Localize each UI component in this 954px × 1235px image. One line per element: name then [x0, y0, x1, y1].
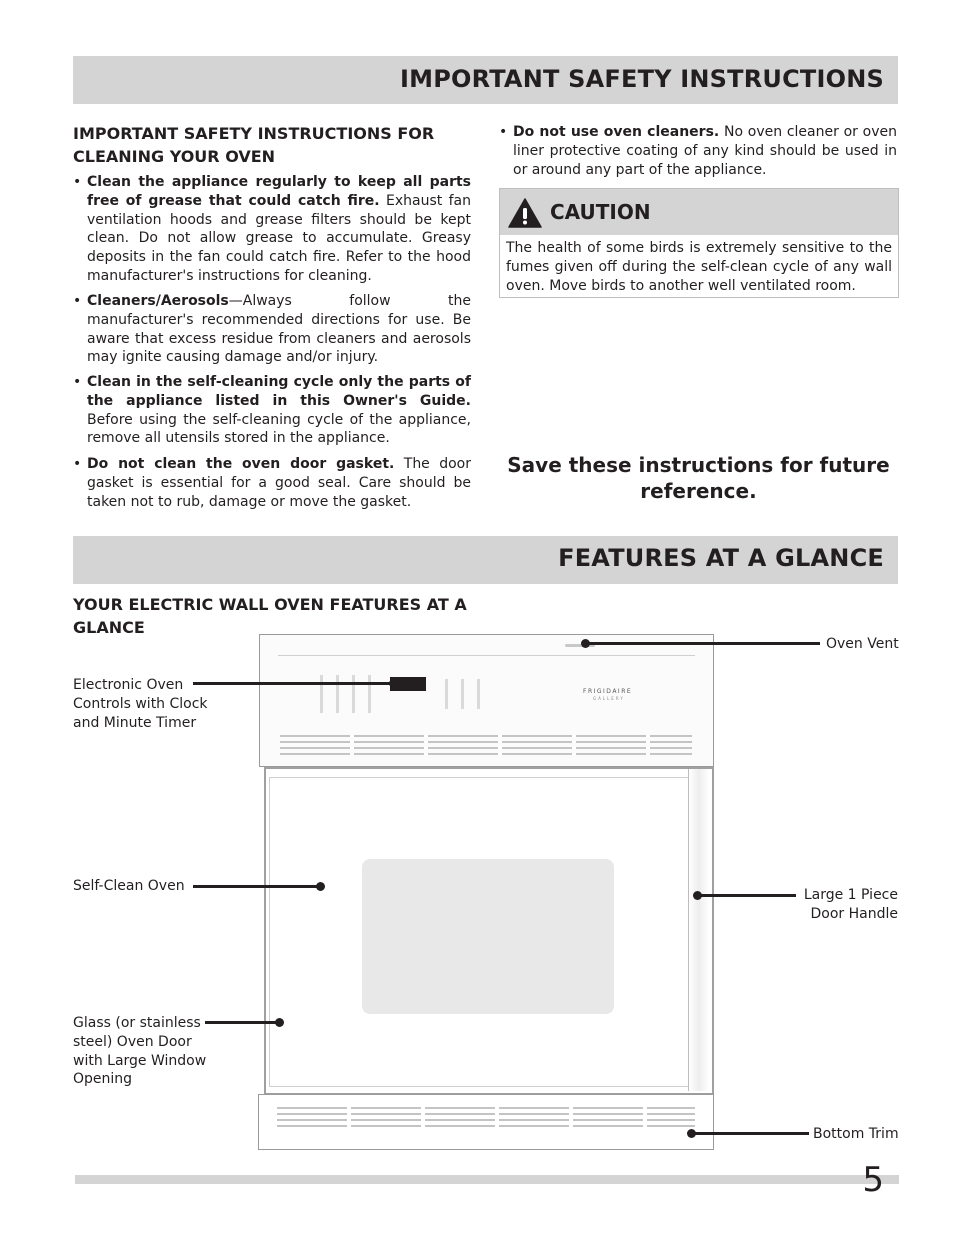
caution-header	[500, 189, 898, 235]
subheading-text: YOUR ELECTRIC WALL OVEN FEATURES AT A GLANCE	[73, 595, 467, 637]
label-self-clean: Self-Clean Oven	[73, 878, 185, 894]
bullet-bold: Clean the appliance regularly to keep all parts free of grease that could catch fire.	[87, 174, 471, 209]
vent-grille-row	[280, 747, 692, 749]
brand-sub: GALLERY	[593, 696, 625, 701]
brand-logo: FRIGIDAIRE	[583, 688, 633, 695]
caution-title: CAUTION	[550, 200, 651, 224]
label-oven-vent: Oven Vent	[826, 636, 899, 652]
bullet-bold: Cleaners/Aerosols	[87, 293, 229, 309]
bullet-bold: Clean in the self-cleaning cycle only the parts of the appliance listed in this Owner's Guide.	[87, 374, 471, 409]
subheading-text: IMPORTANT SAFETY INSTRUCTIONS FOR CLEANING YOUR OVEN	[73, 124, 435, 166]
trim-grille-row	[277, 1107, 695, 1109]
bullet-oven-cleaners	[499, 123, 897, 179]
footer-bar	[75, 1175, 899, 1184]
vent-grille-row	[280, 753, 692, 755]
leader-self-clean	[193, 885, 321, 888]
keypad-right	[445, 679, 490, 709]
section-title: FEATURES AT A GLANCE	[558, 544, 884, 572]
bullet-text: No oven cleaner or oven liner protective coating of any kind should be used in or around any part of the appliance.	[513, 124, 897, 178]
bullet-4	[73, 455, 471, 511]
leader-controls	[193, 682, 393, 685]
trim-grille-row	[277, 1125, 695, 1127]
trim-grille-row	[277, 1113, 695, 1115]
oven-window	[362, 859, 614, 1014]
bullet-text: Exhaust fan ventilation hoods and grease filters should be kept clean. Do not allow grease to accumulate. Greasy deposits in the fan could catch fire. Refer to the hood manufacturer's instructions for cleaning.	[87, 192, 471, 284]
section-header-safety	[73, 56, 898, 104]
label-controls: Electronic Oven Controls with Clock and Minute Timer	[73, 677, 208, 731]
vent-grille-row	[280, 741, 692, 743]
left-subheading	[73, 122, 473, 168]
oven-door	[264, 767, 714, 1095]
leader-bottom-trim	[692, 1132, 809, 1135]
bullet-dot: •	[73, 293, 82, 309]
bullet-3	[73, 373, 471, 448]
door-handle	[688, 769, 709, 1091]
caution-text: The health of some birds is extremely sensitive to the fumes given off during the self-clean cycle of any wall oven. Move birds to another well ventilated room.	[506, 240, 892, 294]
section-header-features	[73, 536, 898, 584]
control-panel	[259, 634, 714, 767]
bullet-dot: •	[73, 174, 82, 190]
save-instructions: Save these instructions for future reference.	[507, 453, 890, 503]
leader-dot	[316, 882, 325, 891]
panel-top-strip	[278, 655, 695, 656]
bullet-text: —Always follow the manufacturer's recommended directions for use. Be aware that excess residue from cleaners and aerosols may ignite causing damage and/or injury.	[87, 293, 471, 366]
bullet-text: The door gasket is essential for a good seal. Care should be taken not to rub, damage or move the gasket.	[87, 456, 471, 510]
bullet-dot: •	[499, 124, 508, 140]
bullet-dot: •	[73, 374, 82, 390]
leader-dot	[581, 639, 590, 648]
warning-icon	[508, 198, 542, 228]
bullet-bold: Do not use oven cleaners.	[513, 124, 720, 140]
label-bottom-trim: Bottom Trim	[813, 1126, 899, 1142]
leader-dot	[693, 891, 702, 900]
label-glass-door: Glass (or stainless steel) Oven Door with Large Window Opening	[73, 1015, 207, 1088]
leader-dot	[275, 1018, 284, 1027]
features-subheading	[73, 593, 473, 639]
label-door-handle: Large 1 Piece Door Handle	[803, 887, 898, 922]
caution-box	[499, 188, 899, 298]
keypad	[320, 675, 380, 713]
bullet-text: Before using the self-cleaning cycle of the appliance, remove all utensils stored in the appliance.	[87, 411, 471, 447]
bullet-2	[73, 292, 471, 367]
leader-door-handle	[698, 894, 796, 897]
bullet-bold: Do not clean the oven door gasket.	[87, 456, 395, 472]
leader-dot	[389, 679, 398, 688]
page-number: 5	[862, 1160, 884, 1200]
vent-grille-row	[280, 735, 692, 737]
leader-oven-vent	[588, 642, 820, 645]
bullet-dot: •	[73, 456, 82, 472]
section-title: IMPORTANT SAFETY INSTRUCTIONS	[400, 65, 884, 93]
bottom-trim-panel	[258, 1094, 714, 1150]
bullet-1	[73, 173, 471, 286]
leader-glass-door	[205, 1021, 280, 1024]
trim-grille-row	[277, 1119, 695, 1121]
leader-dot	[687, 1129, 696, 1138]
